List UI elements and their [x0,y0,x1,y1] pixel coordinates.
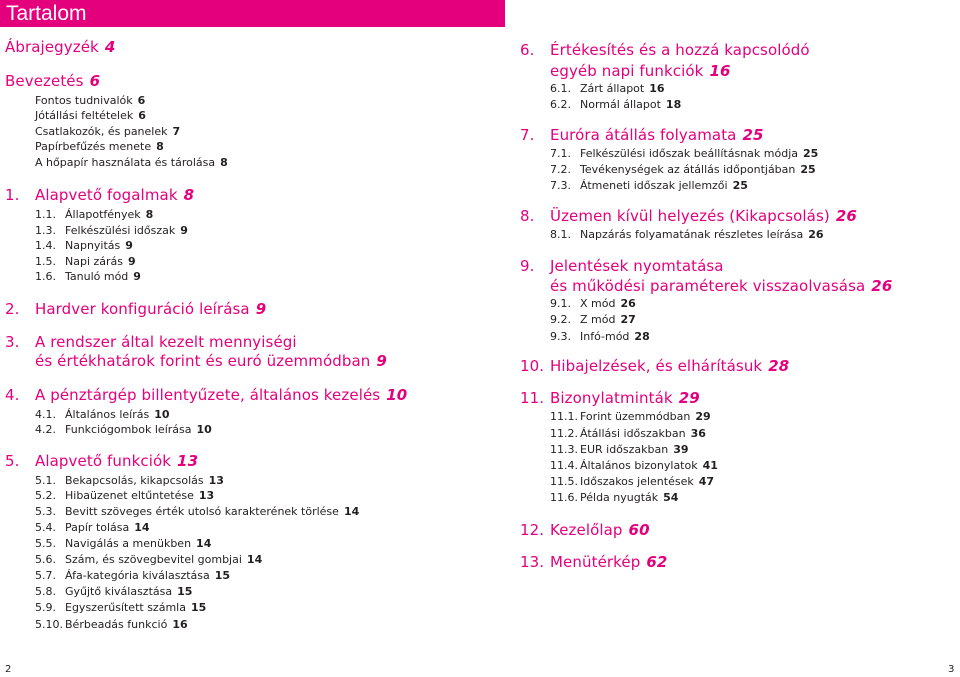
toc-heading[interactable] [5,452,198,470]
toc-page-number: 16 [649,82,665,95]
toc-text: Értékesítés és a hozzá kapcsolódó [550,41,810,59]
toc-page-number: 54 [663,491,679,504]
toc-text: Időszakos jelentések [580,475,694,488]
toc-text: Infó-mód [580,330,630,343]
toc-page-number: 10 [386,386,408,404]
toc-page-number: 15 [214,569,231,582]
toc-page-number: 8 [183,186,195,204]
toc-page-number: 15 [177,585,193,598]
toc-subentry[interactable] [550,163,816,177]
toc-text: Z mód [580,313,616,326]
toc-text: Bevezetés [5,72,84,90]
toc-number: 12. [520,521,545,539]
toc-number: 5.6. [35,553,56,566]
toc-number: 5.1. [35,474,56,487]
toc-text: Gyűjtő kiválasztása [65,585,173,598]
toc-text: Hardver konfiguráció leírása [35,300,250,318]
toc-subentry[interactable] [550,427,706,441]
toc-number: 9. [520,257,535,275]
toc-subentry[interactable] [35,537,211,551]
toc-text: Kezelőlap [550,521,623,539]
toc-text: Funkciógombok leírása [65,423,192,436]
toc-text: Papírbefűzés menete [35,140,152,153]
toc-page-number: 62 [646,553,668,571]
toc-number: 1.5. [35,255,56,268]
toc-page-number: 14 [134,521,150,534]
toc-page-number: 14 [246,553,263,566]
toc-heading[interactable] [5,38,115,56]
toc-page-number: 26 [835,207,857,225]
toc-text: Alapvető fogalmak [35,186,178,204]
toc-heading[interactable] [550,277,892,295]
toc-number: 9.3. [550,330,571,343]
toc-text: A pénztárgép billentyűzete, általános kezelés [35,386,381,404]
toc-text: Hibaüzenet eltűntetése [65,489,194,502]
toc-number: 6.2. [550,98,571,111]
toc-text: A rendszer által kezelt mennyiségi [35,333,297,351]
toc-page-number: 16 [172,618,188,631]
toc-text: A hőpapír használata és tárolása [35,156,216,169]
toc-number: 1.3. [35,224,56,237]
toc-entry[interactable] [35,125,180,139]
toc-page-number: 9 [133,270,141,283]
toc-heading[interactable] [520,389,700,407]
toc-number: 11.3. [550,443,578,456]
toc-subentry[interactable] [35,601,206,615]
toc-page-number: 26 [620,297,636,310]
toc-text: Menütérkép [550,553,641,571]
toc-number: 1.6. [35,270,56,283]
toc-page-number: 9 [125,239,133,252]
toc-text: Üzemen kívül helyezés (Kikapcsolás) [550,207,830,225]
toc-text: Ábrajegyzék [5,38,99,56]
toc-page-number: 25 [742,126,764,144]
toc-subentry[interactable] [35,208,153,222]
toc-subentry[interactable] [35,489,214,503]
toc-text: Normál állapot [580,98,661,111]
toc-number: 9.2. [550,313,571,326]
toc-page-number: 25 [800,163,816,176]
toc-entry[interactable] [35,140,164,154]
toc-number: 11.2. [550,427,578,440]
toc-text: Tanuló mód [65,270,129,283]
toc-page-number: 28 [634,330,650,343]
toc-number: 1.1. [35,208,56,221]
toc-entry[interactable] [35,94,145,108]
toc-number: 6.1. [550,82,571,95]
toc-heading[interactable] [520,126,764,144]
toc-number: 5.10. [35,618,63,631]
toc-text: Bizonylatminták [550,389,673,407]
toc-text: Szám, és szövegbevitel gombjai [65,553,242,566]
toc-page-number: 41 [702,459,718,472]
toc-subentry[interactable] [35,270,141,284]
toc-subentry[interactable] [35,408,170,422]
toc-heading[interactable] [5,333,303,351]
toc-subentry[interactable] [35,569,230,583]
toc-subentry[interactable] [35,423,212,437]
toc-page-number: 26 [871,277,893,295]
toc-page-number: 29 [695,410,711,423]
toc-number: 8. [520,207,535,225]
toc-subentry[interactable] [550,147,818,161]
toc-heading[interactable] [35,352,387,370]
toc-text: Áfa-kategória kiválasztása [65,569,210,582]
toc-entry[interactable] [35,156,228,170]
toc-heading[interactable] [5,186,194,204]
toc-number: 11.1. [550,410,578,423]
toc-number: 3. [5,333,20,351]
toc-number: 5.5. [35,537,56,550]
toc-text: és működési paraméterek visszaolvasása [550,277,866,295]
toc-number: 4.2. [35,423,56,436]
toc-text: Állapotfények [65,208,141,221]
toc-number: 6. [520,41,535,59]
toc-text: egyéb napi funkciók [550,62,704,80]
toc-text: Átmeneti időszak jellemzői [580,179,728,192]
toc-subentry[interactable] [35,239,133,253]
toc-subentry[interactable] [550,443,689,457]
toc-page-number: 39 [673,443,689,456]
toc-page-number: 16 [709,62,731,80]
toc-text: Bevitt szöveges érték utolsó karakterének törlése [65,505,339,518]
toc-page-number: 6 [137,94,146,107]
toc-page-number: 13 [198,489,215,502]
toc-text: Napi zárás [65,255,124,268]
toc-subentry[interactable] [550,459,718,473]
toc-number: 5.4. [35,521,56,534]
toc-page-number: 13 [208,474,224,487]
toc-page-number: 25 [803,147,819,160]
toc-text: Általános bizonylatok [580,459,698,472]
toc-text: Navigálás a menükben [65,537,192,550]
toc-page-number: 27 [620,313,636,326]
toc-page-number: 10 [154,408,170,421]
toc-page-number: 14 [196,537,212,550]
toc-subentry[interactable] [550,491,678,505]
toc-heading[interactable] [550,62,731,80]
toc-text: Jelentések nyomtatása [550,257,724,275]
toc-subentry[interactable] [35,505,359,519]
toc-page-number: 14 [343,505,360,518]
toc-subentry[interactable] [550,330,650,344]
toc-page-number: 8 [145,208,154,221]
toc-subentry[interactable] [550,313,636,327]
toc-number: 5.8. [35,585,56,598]
toc-text: Zárt állapot [580,82,645,95]
toc-text: Fontos tudnivalók [35,94,133,107]
toc-page-number: 18 [665,98,682,111]
toc-subentry[interactable] [35,255,136,269]
toc-text: Papír tolása [65,521,130,534]
toc-heading[interactable] [520,357,789,375]
toc-number: 11.6. [550,491,578,504]
toc-page-number: 8 [156,140,164,153]
toc-number: 13. [520,553,545,571]
toc-page-number: 6 [138,109,146,122]
toc-page-number: 8 [220,156,228,169]
toc-text: Csatlakozók, és panelek [35,125,168,138]
toc-text: Alapvető funkciók [35,452,172,470]
toc-heading[interactable] [520,553,667,571]
toc-number: 7.1. [550,147,571,160]
toc-text: X mód [580,297,616,310]
toc-subentry[interactable] [35,553,262,567]
toc-page-number: 10 [196,423,212,436]
toc-subentry[interactable] [35,521,150,535]
toc-number: 4.1. [35,408,56,421]
toc-entry[interactable] [35,109,146,123]
toc-heading[interactable] [5,72,100,90]
toc-number: 5.3. [35,505,56,518]
toc-heading[interactable] [520,207,857,225]
toc-subentry[interactable] [35,224,188,238]
toc-text: Felkészülési időszak [65,224,176,237]
toc-number: 7. [520,126,535,144]
toc-heading[interactable] [5,300,266,318]
toc-subentry[interactable] [550,297,636,311]
toc-text: Hibajelzések, és elhárításuk [550,357,763,375]
toc-heading[interactable] [5,386,407,404]
toc-text: és értékhatárok forint és euró üzemmódban [35,352,371,370]
toc-text: Tevékenységek az átállás időpontjában [580,163,796,176]
toc-number: 5.7. [35,569,56,582]
toc-number: 4. [5,386,20,404]
toc-text: Bérbeadás funkció [65,618,168,631]
toc-subentry[interactable] [550,228,824,242]
toc-page-number: 47 [698,475,715,488]
toc-page-number: 7 [172,125,181,138]
toc-subentry[interactable] [550,410,711,424]
toc-page-number: 60 [628,521,650,539]
toc-text: Napnyitás [65,239,121,252]
toc-subentry[interactable] [550,179,748,193]
toc-number: 1. [5,186,20,204]
toc-page-number: 9 [128,255,136,268]
toc-number: 11.4. [550,459,578,472]
toc-page-number: 36 [690,427,706,440]
toc-subentry[interactable] [35,585,192,599]
toc-text: Egyszerűsített számla [65,601,186,614]
toc-number: 11.5. [550,475,578,488]
toc-page-number: 4 [104,38,116,56]
toc-page-number: 9 [180,224,188,237]
toc-text: Napzárás folyamatának részletes leírása [580,228,804,241]
toc-page-number: 26 [808,228,824,241]
toc-text: Átállási időszakban [580,427,686,440]
toc-subentry[interactable] [550,98,681,112]
toc-page-number: 29 [678,389,700,407]
toc-page-number: 9 [376,352,387,370]
toc-page-number: 9 [255,300,267,318]
toc-number: 10. [520,357,545,375]
toc-number: 11. [520,389,545,407]
toc-number: 7.3. [550,179,571,192]
toc-text: Euróra átállás folyamata [550,126,737,144]
toc-subentry[interactable] [35,618,188,632]
toc-text: Felkészülési időszak beállításnak módja [580,147,799,160]
toc-text: Általános leírás [65,408,150,421]
toc-number: 2. [5,300,20,318]
toc-heading[interactable] [520,521,650,539]
toc-page-number: 6 [89,72,101,90]
toc-number: 5.2. [35,489,56,502]
toc-number: 1.4. [35,239,56,252]
page-title: Tartalom [0,0,505,27]
toc-page-number: 25 [732,179,748,192]
toc-number: 7.2. [550,163,571,176]
toc-number: 5. [5,452,20,470]
toc-text: EUR időszakban [580,443,669,456]
toc-subentry[interactable] [550,475,714,489]
toc-heading[interactable] [520,257,730,275]
toc-page-number: 28 [768,357,790,375]
toc-page-number: 15 [190,601,207,614]
toc-number: 9.1. [550,297,571,310]
toc-heading[interactable] [520,41,816,59]
page-number-left: 2 [5,664,12,675]
toc-text: Bekapcsolás, kikapcsolás [65,474,204,487]
toc-text: Példa nyugták [580,491,659,504]
toc-subentry[interactable] [35,474,224,488]
toc-number: 8.1. [550,228,571,241]
page-number-right: 3 [948,664,955,675]
toc-text: Forint üzemmódban [580,410,691,423]
toc-text: Jótállási feltételek [35,109,134,122]
toc-number: 5.9. [35,601,56,614]
toc-subentry[interactable] [550,82,665,96]
toc-page-number: 13 [177,452,199,470]
